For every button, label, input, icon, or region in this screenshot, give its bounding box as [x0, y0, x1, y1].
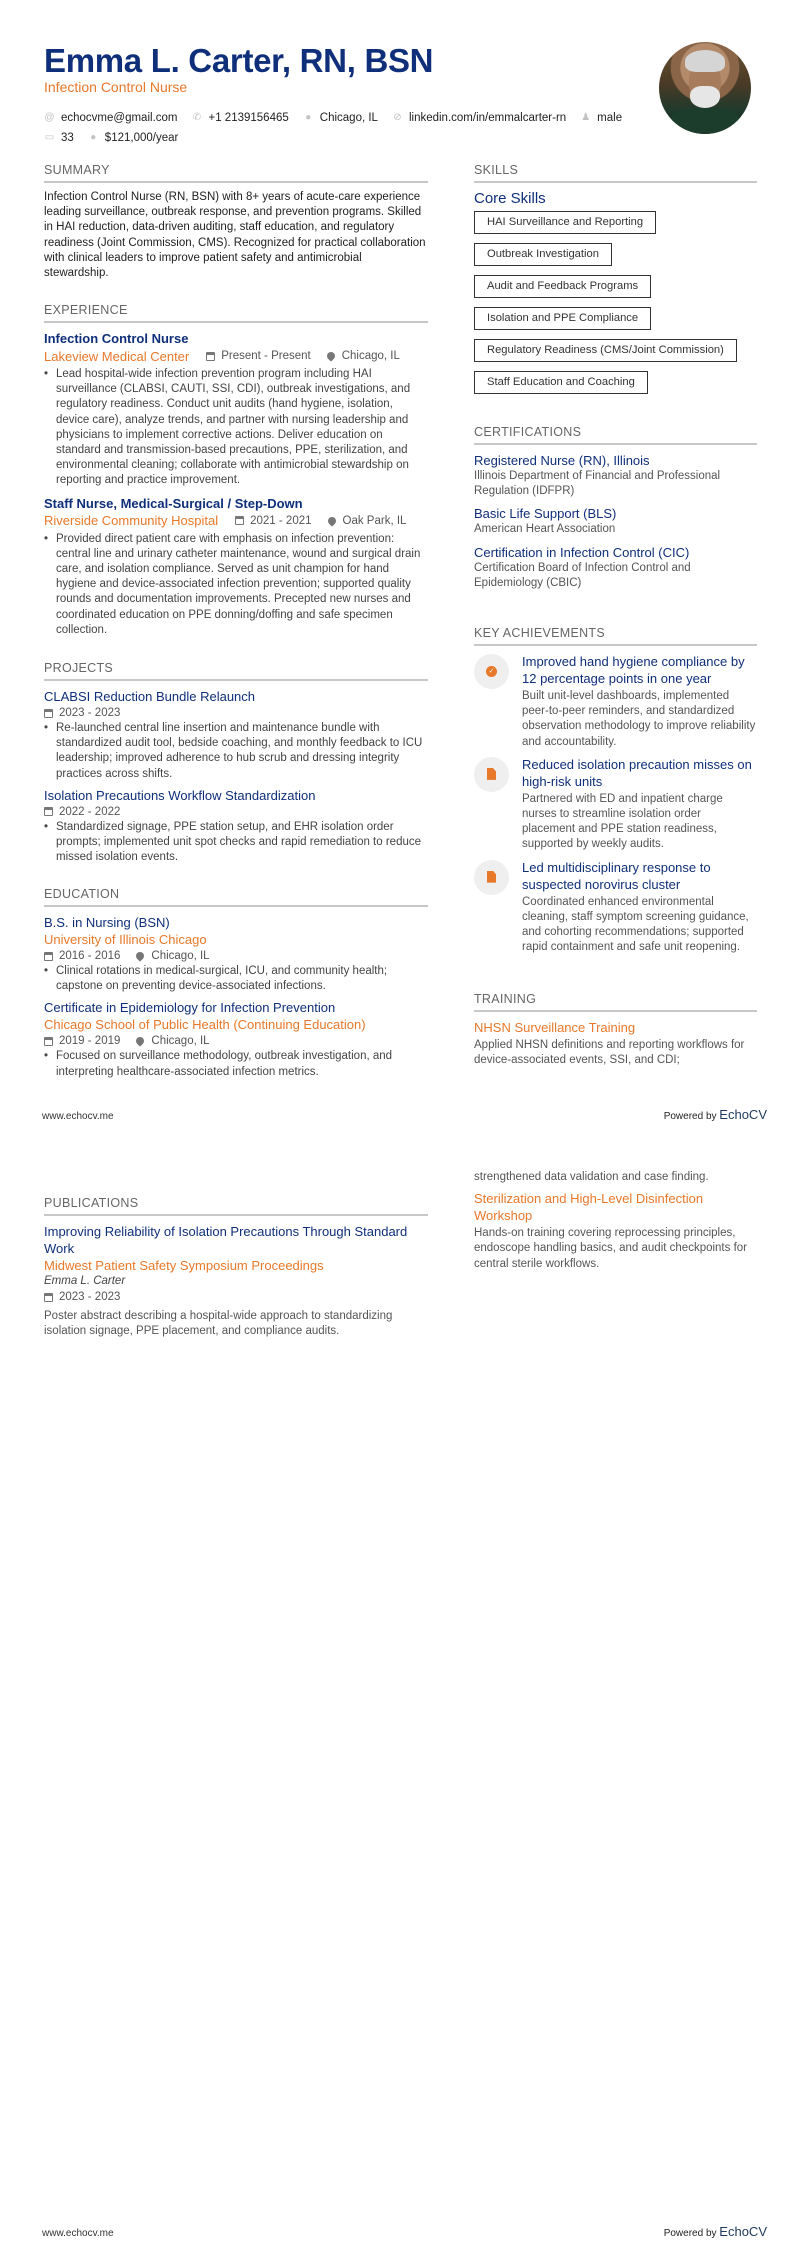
salary-icon: ● — [90, 132, 97, 143]
project-item: CLABSI Reduction Bundle Relaunch 2023 - 2023 • Re-launched central line insertion and maintenance bundle with standardized audit tool, bedside coaching, and monthly feedback to ICU leadership; improved adherence to hub scrub and dressing integrity practices across shifts. — [44, 688, 428, 782]
education-dates: 2016 - 2016 — [59, 950, 121, 962]
brand-logo: EchoCV — [719, 1107, 767, 1122]
footer-powered-by[interactable]: Powered by EchoCV — [663, 2224, 767, 2239]
skill-chip: Outbreak Investigation — [474, 243, 612, 266]
achievement-description: Coordinated enhanced environmental cleaning, staff symptom screening guidance, and cohorting recommendations; supported rapid containment and safe unit reopening. — [522, 895, 749, 954]
skill-chip: Regulatory Readiness (CMS/Joint Commission) — [474, 339, 737, 362]
project-description: Re-launched central line insertion and maintenance bundle with standardized audit tool, bedside coaching, and monthly feedback to ICU leadership; improved adherence to hub scrub and dressing integrity practices across shifts. — [56, 722, 423, 780]
publication-title: Improving Reliability of Isolation Precautions Through Standard Work — [44, 1224, 408, 1256]
job-dates: Present - Present — [221, 350, 311, 362]
link-icon: ⊘ — [393, 112, 402, 123]
footer-website[interactable]: www.echocv.me — [42, 1111, 114, 1122]
footer-website[interactable]: www.echocv.me — [42, 2228, 114, 2239]
section-title: PUBLICATIONS — [44, 1196, 428, 1216]
section-title: KEY ACHIEVEMENTS — [474, 626, 757, 646]
contact-salary: ● $121,000/year — [88, 132, 179, 144]
candidate-name: Emma L. Carter, RN, BSN — [44, 42, 434, 79]
achievement-item — [474, 756, 757, 853]
job-dates: 2021 - 2021 — [250, 514, 312, 527]
calendar-icon: ▭ — [44, 132, 55, 143]
achievement-item — [474, 653, 757, 750]
job-description: Lead hospital-wide infection prevention program including HAI surveillance (CLABSI, CAUTI, SSI, CDI), outbreak investigations, and regulatory readiness. Conduct unit audits (hand hygiene, isolation, device care), analyze trends, and partner with nursing leadership and physicians to implement corrective actions. Deliver education on standard and transmission-based precautions, PPE, sterilization, and environmental cleaning; collaborate with antimicrobial stewardship on reporting and practice improvement. — [56, 368, 411, 487]
experience-section — [44, 303, 428, 638]
education-location: Chicago, IL — [151, 950, 210, 962]
project-dates: 2023 - 2023 — [59, 707, 121, 719]
footer-powered-by[interactable]: Powered by EchoCV — [663, 1107, 767, 1122]
education-item: B.S. in Nursing (BSN) University of Illinois Chicago 2016 - 2016 Chicago, IL • Clinical rotations in medical-surgical, ICU, and community health; capstone on preventing device-associated infections. — [44, 914, 428, 994]
education-item: Certificate in Epidemiology for Infection Prevention Chicago School of Public Health (Continuing Education) 2019 - 2019 Chicago, IL • Focused on surveillance methodology, outbreak investigation, and interpreting healthcare-associated infection metrics. — [44, 999, 428, 1079]
resume-page-2 — [0, 1123, 794, 2246]
document-icon — [474, 860, 509, 895]
training-title: Sterilization and High-Level Disinfection Workshop — [474, 1191, 704, 1224]
achievement-title: Improved hand hygiene compliance by 12 percentage points in one year — [522, 654, 745, 686]
document-icon — [474, 757, 509, 792]
school: Chicago School of Public Health (Continuing Education) — [44, 1017, 366, 1033]
education-description: Clinical rotations in medical-surgical, ICU, and community health; capstone on preventing device-associated infections. — [56, 965, 388, 993]
location-pin-icon — [326, 515, 337, 526]
project-description: Standardized signage, PPE station setup, and EHR isolation order prompts; implemented unit spot checks and rapid remediation to reduce missed isolation events. — [56, 820, 422, 864]
degree: Certificate in Epidemiology for Infection Prevention — [44, 1000, 336, 1016]
achievements-section — [474, 626, 757, 961]
education-dates: 2019 - 2019 — [59, 1035, 121, 1048]
skill-chip: HAI Surveillance and Reporting — [474, 211, 656, 234]
skill-chip: Staff Education and Coaching — [474, 371, 648, 394]
contact-email[interactable]: @ echocvme@gmail.com — [44, 111, 178, 124]
contact-age: ▭ 33 — [44, 131, 74, 144]
job-location: Oak Park, IL — [342, 514, 407, 527]
skill-chip: Audit and Feedback Programs — [474, 275, 651, 298]
location-pin-icon — [325, 350, 336, 361]
location-pin-icon — [135, 950, 146, 961]
at-icon: @ — [44, 112, 55, 123]
project-dates: 2022 - 2022 — [59, 805, 121, 818]
school: University of Illinois Chicago — [44, 932, 207, 947]
calendar-icon — [44, 1037, 53, 1046]
project-item: Isolation Precautions Workflow Standardization 2022 - 2022 • Standardized signage, PPE station setup, and EHR isolation order prompts; implemented unit spot checks and rapid remediation to reduce missed isolation events. — [44, 787, 428, 866]
certification-issuer: Certification Board of Infection Control and Epidemiology (CBIC) — [474, 561, 691, 589]
avatar — [659, 42, 751, 134]
calendar-icon — [206, 352, 215, 361]
training-description: Applied NHSN definitions and reporting workflows for device-associated events, SSI, and CDI; — [474, 1039, 745, 1067]
publication-dates: 2023 - 2023 — [59, 1291, 121, 1303]
training-description: Hands-on training covering reprocessing principles, endoscope handling basics, and audit checkpoints for central sterile workflows. — [474, 1227, 747, 1270]
section-title: EXPERIENCE — [44, 303, 428, 323]
achievement-title: Reduced isolation precaution misses on high-risk units — [522, 756, 752, 789]
contact-location: ● Chicago, IL — [303, 112, 378, 124]
publication-authors: Emma L. Carter — [44, 1275, 126, 1287]
summary-section — [44, 163, 428, 281]
achievement-item — [474, 859, 757, 956]
publication-venue: Midwest Patient Safety Symposium Proceedings — [44, 1258, 324, 1273]
achievement-description: Partnered with ED and inpatient charge nurses to streamline isolation order placement and PPE station readiness, supported by weekly audits. — [522, 792, 723, 851]
calendar-icon — [44, 709, 53, 718]
certification-title: Registered Nurse (RN), Illinois — [474, 453, 650, 468]
education-location: Chicago, IL — [151, 1035, 210, 1048]
person-icon: ♟ — [581, 112, 591, 123]
skills-section — [474, 163, 757, 403]
job-title: Infection Control Nurse — [44, 331, 189, 346]
contact-gender: ♟ male — [581, 111, 623, 124]
location-icon: ● — [305, 112, 312, 123]
achievement-description: Built unit-level dashboards, implemented peer-to-peer reminders, and standardized observation methodology to improve reliability and accountability. — [522, 690, 756, 748]
achievement-title: Led multidisciplinary response to suspected norovirus cluster — [522, 859, 711, 892]
training-description-continued: strengthened data validation and case finding. — [474, 1171, 709, 1183]
certification-issuer: Illinois Department of Financial and Professional Regulation (IDFPR) — [474, 470, 721, 498]
certification-title: Certification in Infection Control (CIC) — [474, 544, 690, 560]
projects-section — [44, 661, 428, 865]
employer: Lakeview Medical Center — [44, 348, 190, 364]
experience-item: Infection Control Nurse Lakeview Medical Center Present - Present Chicago, IL • Lead hospital-wide infection prevention program including HAI surveillance (CLABSI, CAUTI, SSI, CDI), outbreak investigations, and regulatory readiness. Conduct unit audits (hand hygiene, isolation, device care), analyze trends, and partner with nursing leadership and physicians to implement corrective actions. Deliver education on standard and transmission-based precautions, PPE, sterilization, and environmental cleaning; collaborate with antimicrobial stewardship on reporting and practice improvement. — [44, 330, 428, 489]
phone-icon: ✆ — [192, 112, 202, 123]
contact-phone[interactable]: ✆ +1 2139156465 — [192, 111, 289, 124]
candidate-role: Infection Control Nurse — [44, 79, 188, 95]
section-title: EDUCATION — [44, 887, 428, 907]
certification-issuer: American Heart Association — [474, 523, 616, 536]
summary-text: Infection Control Nurse (RN, BSN) with 8+ years of acute-care experience leading surveillance, outbreak response, and prevention programs. Skilled in HAI reduction, data-driven auditing, staff education, and regulatory readiness (Joint Commission, CMS). Recognized for practical collaboration with clinical leaders to improve patient safety and antimicrobial stewardship. — [44, 191, 426, 280]
certifications-section — [474, 425, 757, 597]
job-title: Staff Nurse, Medical-Surgical / Step-Down — [44, 495, 303, 511]
section-title: CERTIFICATIONS — [474, 425, 757, 445]
experience-item: Staff Nurse, Medical-Surgical / Step-Down Riverside Community Hospital 2021 - 2021 Oak Park, IL • Provided direct patient care with emphasis on infection prevention: central line and urinary catheter maintenance, wound and surgical drain care, and isolation compliance. Served as unit champion for hand hygiene and device-associated infection prevention; supported quality rounds and documentation improvements. Precepted new nurses and coordinated education on PPE donning/doffing and safe specimen collection. — [44, 495, 428, 638]
skill-group-title: Core Skills — [474, 190, 546, 207]
project-title: CLABSI Reduction Bundle Relaunch — [44, 689, 256, 704]
location-pin-icon — [135, 1036, 146, 1047]
section-title: TRAINING — [474, 992, 757, 1012]
calendar-icon — [44, 1293, 53, 1302]
education-description: Focused on surveillance methodology, outbreak investigation, and interpreting healthcare-associated infection metrics. — [56, 1050, 393, 1078]
contact-linkedin[interactable]: ⊘ linkedin.com/in/emmalcarter-rn — [393, 111, 567, 124]
education-section — [44, 887, 428, 1080]
contact-info — [44, 108, 644, 148]
training-section — [474, 992, 757, 1068]
publications-section — [44, 1196, 428, 1339]
training-section-continued — [474, 1168, 757, 1272]
skill-chip: Isolation and PPE Compliance — [474, 307, 651, 330]
calendar-icon — [44, 952, 53, 961]
calendar-icon — [44, 807, 53, 816]
section-title: PROJECTS — [44, 661, 428, 681]
certification-title: Basic Life Support (BLS) — [474, 506, 617, 522]
check-circle-icon: ✓ — [474, 654, 509, 689]
section-title: SUMMARY — [44, 163, 428, 183]
calendar-icon — [235, 516, 244, 525]
section-title: SKILLS — [474, 163, 757, 183]
degree: B.S. in Nursing (BSN) — [44, 915, 170, 930]
job-description: Provided direct patient care with emphasis on infection prevention: central line and urinary catheter maintenance, wound and surgical drain care, and isolation compliance. Served as unit champion for hand hygiene and device-associated infection prevention; supported quality rounds and documentation improvements. Precepted new nurses and coordinated education on PPE donning/doffing and safe specimen collection. — [56, 532, 421, 636]
project-title: Isolation Precautions Workflow Standardization — [44, 787, 316, 803]
publication-description: Poster abstract describing a hospital-wide approach to standardizing isolation signage, PPE placement, and compliance audits. — [44, 1310, 393, 1338]
job-location: Chicago, IL — [341, 350, 400, 362]
brand-logo: EchoCV — [719, 2224, 767, 2239]
training-title: NHSN Surveillance Training — [474, 1020, 636, 1035]
employer: Riverside Community Hospital — [44, 513, 219, 529]
